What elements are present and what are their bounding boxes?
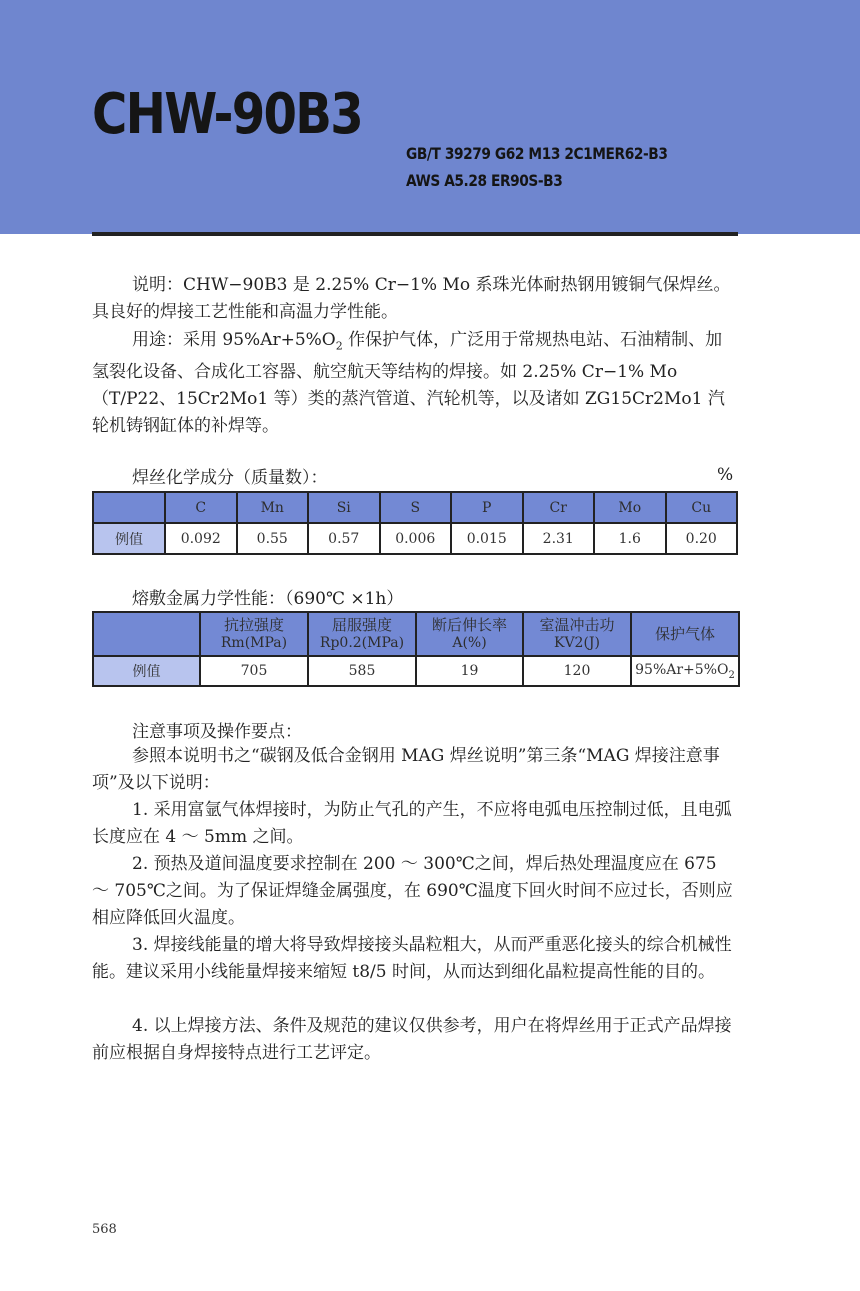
mechanical-gas-cell (631, 656, 739, 686)
notes-intro: 参照本说明书之“碳钢及低合金钢用 MAG 焊丝说明”第三条“MAG 焊接注意事项”及以下说明： (92, 746, 720, 793)
chemical-col-header: S (380, 492, 452, 523)
mechanical-cell: 705 (200, 656, 308, 686)
mechanical-cell: 19 (416, 656, 523, 686)
chemical-title: 焊丝化学成分（质量数）： (132, 468, 328, 488)
chemical-col-header: Mn (237, 492, 309, 523)
header-top: 保护气体 (654, 625, 715, 643)
chemical-header-row (93, 492, 737, 523)
usage-text-before: 采用 95%Ar+5%O (183, 330, 336, 350)
chemical-cell: 0.55 (237, 523, 309, 554)
usage-text-after: 作保护气体，广泛用于常规热电站、石油精制、加氢裂化设备、合成化工容器、航空航天等结构的焊接。如 2.25% Cr−1% Mo（T/P22、15Cr2Mo1 等）类的蒸汽管道、汽轮机等，以及诸如 ZG15Cr2Mo1 汽轮机铸钢缸体的补焊等。 (92, 330, 725, 437)
chemical-value-row (93, 523, 737, 554)
mechanical-row-label: 例值 (93, 656, 200, 686)
usage-label: 用途： (132, 330, 183, 350)
header-bottom: KV2(J) (553, 635, 600, 651)
notes-item-3: 3. 焊接线能量的增大将导致焊接接头晶粒粗大，从而严重恶化接头的综合机械性能。建议采用小线能量焊接来缩短 t8/5 时间，从而达到细化晶粒提高性能的目的。 (92, 935, 732, 982)
chemical-col-header: Si (308, 492, 380, 523)
mechanical-col-header-blank (93, 612, 200, 656)
chemical-col-header (93, 492, 165, 523)
chemical-table (92, 491, 738, 555)
chemical-cell: 0.092 (165, 523, 237, 554)
notes-title: 注意事项及操作要点： (132, 722, 302, 742)
mechanical-header-row (93, 612, 739, 656)
product-title: CHW-90B3 (92, 82, 363, 147)
mechanical-condition: （690℃ ×1h） (285, 589, 404, 609)
header-bottom: Rm(MPa) (220, 635, 288, 651)
chemical-cell: 0.006 (380, 523, 452, 554)
chemical-col-header: Cr (523, 492, 595, 523)
chemical-cell: 2.31 (523, 523, 595, 554)
mechanical-col-header (631, 612, 739, 656)
chemical-col-header: Mo (594, 492, 666, 523)
header-top: 室温冲击功 (539, 616, 615, 634)
chemical-col-header: C (165, 492, 237, 523)
usage-paragraph (92, 327, 738, 440)
mechanical-col-header (200, 612, 308, 656)
chemical-cell: 0.57 (308, 523, 380, 554)
mechanical-col-header (308, 612, 416, 656)
header-top: 抗拉强度 (223, 616, 284, 634)
notes-item-2: 2. 预热及道间温度要求控制在 200 ～ 300℃之间，焊后热处理温度应在 675 ～ 705℃之间。为了保证焊缝金属强度，在 690℃温度下回火时间不应过长，否则应相应降低回火温度。 (92, 854, 733, 928)
description-paragraph (92, 272, 738, 326)
description-label: 说明： (132, 275, 183, 295)
header-bottom: A(%) (452, 635, 487, 651)
mechanical-cell: 585 (308, 656, 416, 686)
mechanical-title: 熔敷金属力学性能： (132, 589, 285, 609)
notes-item-4: 4. 以上焊接方法、条件及规范的建议仅供参考，用户在将焊丝用于正式产品焊接前应根据自身焊接特点进行工艺评定。 (92, 1016, 732, 1063)
header-rule (92, 232, 738, 236)
page-number: 568 (92, 1222, 117, 1237)
chemical-col-header: P (451, 492, 523, 523)
mechanical-col-header (523, 612, 631, 656)
gb-standard: GB/T 39279 G62 M13 2C1MER62-B3 (406, 144, 668, 163)
chemical-cell: 1.6 (594, 523, 666, 554)
mechanical-table (92, 611, 740, 687)
notes-item-1: 1. 采用富氩气体焊接时，为防止气孔的产生，不应将电弧电压控制过低，且电弧长度应在 4 ～ 5mm 之间。 (92, 800, 732, 847)
chemical-cell: 0.20 (666, 523, 738, 554)
gas-text: 95%Ar+5%O (635, 661, 729, 678)
chemical-row-label: 例值 (93, 523, 165, 554)
description-text: CHW−90B3 是 2.25% Cr−1% Mo 系珠光体耐热钢用镀铜气保焊丝。具良好的焊接工艺性能和高温力学性能。 (92, 275, 731, 322)
usage-subscript: 2 (335, 339, 343, 353)
chemical-unit: % (717, 465, 734, 485)
header-top: 断后伸长率 (431, 616, 507, 634)
aws-standard: AWS A5.28 ER90S-B3 (406, 171, 563, 190)
mechanical-col-header (416, 612, 523, 656)
gas-subscript: 2 (728, 669, 735, 681)
mechanical-value-row (93, 656, 739, 686)
mechanical-title-line (132, 584, 403, 609)
chemical-col-header: Cu (666, 492, 738, 523)
mechanical-cell: 120 (523, 656, 631, 686)
header-bottom: Rp0.2(MPa) (319, 635, 405, 651)
header-top: 屈服强度 (331, 616, 392, 634)
chemical-cell: 0.015 (451, 523, 523, 554)
